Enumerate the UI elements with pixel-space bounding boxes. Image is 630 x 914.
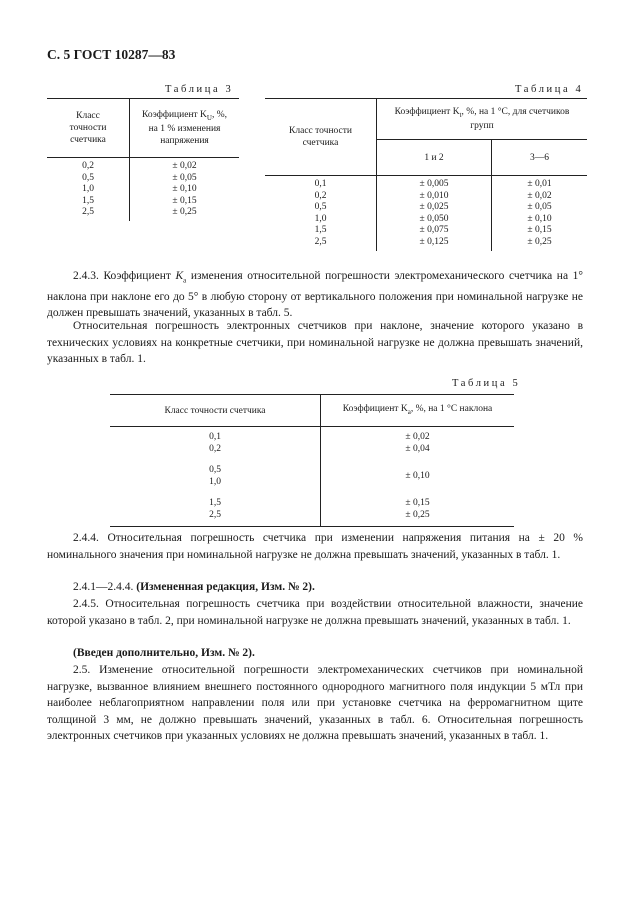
table-cell: ± 0,05 xyxy=(527,202,552,212)
table3-col1-header: Класс точности счетчика xyxy=(47,99,130,158)
table-cell: ± 0,125 xyxy=(419,236,449,247)
table3-caption: Таблица 3 xyxy=(165,84,234,95)
table-cell: ± 0,10 xyxy=(172,184,197,194)
table-cell: 0,5 xyxy=(209,465,221,475)
table-cell: ± 0,025 xyxy=(419,202,449,212)
table-cell: 1,0 xyxy=(314,213,327,224)
table4-group-header: Коэффициент $K_t$, %, на 1 °С, для счетчиков групп xyxy=(377,99,588,140)
table-cell: 0,2 xyxy=(314,190,327,201)
table-cell: ± 0,010 xyxy=(419,190,449,201)
table-cell: ± 0,075 xyxy=(419,225,449,235)
table-cell: 0,2 xyxy=(209,443,221,454)
table-row xyxy=(110,493,514,527)
table-cell: ± 0,02 xyxy=(405,432,430,442)
table5-caption: Таблица 5 xyxy=(452,378,521,389)
table-cell: 0,2 xyxy=(82,161,94,171)
table5-col2-header: Коэффициент $K_a$, %, на 1 °С наклона xyxy=(321,395,515,427)
table-4 xyxy=(265,98,587,251)
paragraph-2-4-4: 2.4.4. Относительная погрешность счетчика при изменении напряжения питания на ± 20 % номинального значения при номинальной нагрузке не должна превышать значений, указанных в табл. 1. xyxy=(47,532,583,561)
table-cell: ± 0,05 xyxy=(172,172,197,183)
table3-coef-column xyxy=(130,158,240,222)
table4-sub-header-1: 1 и 2 xyxy=(377,140,492,176)
table-cell: ± 0,15 xyxy=(172,195,197,206)
table4-col1-header: Класс точности счетчика xyxy=(265,99,377,176)
table-3 xyxy=(47,98,239,221)
table-cell: 2,5 xyxy=(82,207,94,217)
table-cell: 0,1 xyxy=(209,432,221,442)
table4-group12-column xyxy=(377,176,492,252)
table-cell: ± 0,25 xyxy=(527,236,552,247)
table-cell: 0,5 xyxy=(82,172,94,183)
table4-group36-column xyxy=(492,176,588,252)
table3-col2-header: Коэффициент $K_U$, %, на 1 % изменения напряжения xyxy=(130,99,240,158)
table-cell: ± 0,10 xyxy=(527,213,552,224)
table-cell: ± 0,050 xyxy=(419,213,449,224)
table4-caption: Таблица 4 xyxy=(515,84,584,95)
table4-class-column xyxy=(265,176,377,252)
table-cell: 1,0 xyxy=(209,476,221,487)
table-cell: ± 0,01 xyxy=(527,179,552,189)
table-cell: ± 0,02 xyxy=(527,190,552,201)
table-row xyxy=(110,460,514,493)
table-cell: 1,5 xyxy=(82,195,94,206)
table-cell: 1,5 xyxy=(314,225,327,235)
table4-sub-header-2: 3—6 xyxy=(492,140,588,176)
table-cell: 0,5 xyxy=(314,202,327,212)
table5-col1-header: Класс точности счетчика xyxy=(110,395,321,427)
paragraph-added: (Введен дополнительно, Изм. № 2). xyxy=(73,647,255,659)
table-cell: ± 0,25 xyxy=(172,207,197,217)
table-cell: 1,0 xyxy=(82,184,94,194)
table-cell: 2,5 xyxy=(209,509,221,520)
page-header: С. 5 ГОСТ 10287—83 xyxy=(47,47,176,62)
table-5 xyxy=(110,394,514,527)
table-cell: ± 0,15 xyxy=(405,498,430,508)
paragraph-electronic-tilt: Относительная погрешность электронных счетчиков при наклоне, значение которого указано в технических условиях на конкретные счетчики, при номинальной нагрузке не должна превышать значений, указанных в табл. 1. xyxy=(47,320,583,366)
table-cell: ± 0,25 xyxy=(405,509,430,520)
table-cell: 0,1 xyxy=(314,179,327,189)
table3-class-column xyxy=(47,158,130,222)
table-cell: ± 0,10 xyxy=(405,470,430,481)
paragraph-2-5: 2.5. Изменение относительной погрешности электромеханических счетчиков при номинальной нагрузке, вызванное влиянием внешнего постоянного однородного магнитного поля индукции 5 мТл при наиболее неблагоприятном направлении поля или при установке счетчика на ферромагнитном щите толщиной 3 мм, не должно превышать значений, указанных в табл. 6. Относительная погрешность электронных счетчиков при указанных условиях не должна превышать значений, указанных в табл. 1. xyxy=(47,664,583,743)
table-row xyxy=(110,427,514,461)
table-cell: 2,5 xyxy=(314,236,327,247)
paragraph-2-4-3: 2.4.3. Коэффициент $K_a$ изменения относительной погрешности электромеханического счетчика на 1° наклона при наклоне его до 5° в любую сторону от вертикального положения при номинальной нагрузке не должен превышать значений, указанных в табл. 5. xyxy=(47,270,583,320)
paragraph-2-4-5: 2.4.5. Относительная погрешность счетчика при воздействии относительной влажности, значение которой указано в табл. 2, при номинальной нагрузке не должна превышать значений, указанных в табл. 1. xyxy=(47,598,583,627)
table-cell: 1,5 xyxy=(209,498,221,508)
paragraph-revision: 2.4.1—2.4.4. (Измененная редакция, Изм. № 2). xyxy=(73,581,315,593)
table-cell: ± 0,04 xyxy=(405,443,430,454)
table-cell: ± 0,02 xyxy=(172,161,197,171)
table-cell: ± 0,15 xyxy=(527,225,552,235)
table-cell: ± 0,005 xyxy=(419,179,449,189)
